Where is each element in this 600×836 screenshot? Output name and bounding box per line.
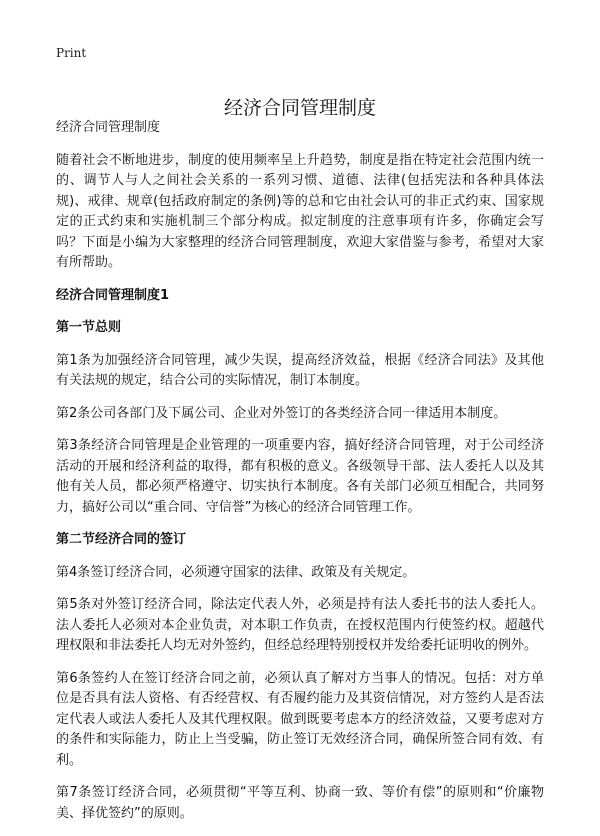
article-paragraph: 第5条对外签订经济合同，除法定代表人外，必须是持有法人委托书的法人委托人。法人委托人必须对本企业负责，对本职工作负责，在授权范围内行使签约权。超越代理权限和非法委托人均无对外签约，但经总经理特别授权并发给委托证明收的例外。 (56, 597, 544, 653)
article-paragraph: 第3条经济合同管理是企业管理的一项重要内容，搞好经济合同管理，对于公司经济活动的开展和经济利益的取得，都有积极的意义。各级领导干部、法人委托人以及其他有关人员，都必须严格遵守、切实执行本制度。各有关部门必须互相配合，共同努力，搞好公司以“重合同、守信誉”为核心的经济合同管理工作。 (56, 438, 544, 515)
article-paragraph: 第6条签约人在签订经济合同之前，必须认真了解对方当事人的情况。包括：对方单位是否具有法人资格、有否经营权、有否履约能力及其资信情况，对方签约人是否法定代表人或法人委托人及其代理权限。做到既要考虑本方的经济效益，又要考虑对方的条件和实际能力，防止上当受骗，防止签订无效经济合同，确保所签合同有效、有利。 (56, 670, 544, 768)
article-paragraph: 第2条公司各部门及下属公司、企业对外签订的各类经济合同一律适用本制度。 (56, 405, 507, 421)
article-paragraph: 第1条为加强经济合同管理，减少失误，提高经济效益，根据《经济合同法》及其他有关法规的规定，结合公司的实际情况，制订本制度。 (56, 352, 544, 388)
article-paragraph: 第4条签订经济合同，必须遵守国家的法律、政策及有关规定。 (56, 564, 416, 580)
chapter-heading: 第一节总则 (56, 320, 122, 335)
document-subtitle: 经济合同管理制度 (56, 120, 161, 135)
document-body (56, 118, 544, 836)
page-title: 经济合同管理制度 (223, 96, 376, 119)
chapter-heading: 第二节经济合同的签订 (56, 532, 187, 547)
section-heading: 经济合同管理制度1 (56, 287, 170, 303)
print-link[interactable]: Print (56, 46, 87, 60)
intro-paragraph: 随着社会不断地进步，制度的使用频率呈上升趋势，制度是指在特定社会范围内统一的、调节人与人之间社会关系的一系列习惯、道德、法律(包括宪法和各种具体法规)、戒律、规章(包括政府制定的条例)等的总和它由社会认可的非正式约束、国家规定的正式约束和实施机制三个部分构成。拟定制度的注意事项有许多，你确定会写吗？下面是小编为大家整理的经济合同管理制度，欢迎大家借鉴与参考，希望对大家有所帮助。 (56, 152, 544, 270)
article-paragraph: 第7条签订经济合同，必须贯彻“平等互利、协商一致、等价有偿”的原则和“价廉物美、择优签约”的原则。 (56, 785, 544, 821)
